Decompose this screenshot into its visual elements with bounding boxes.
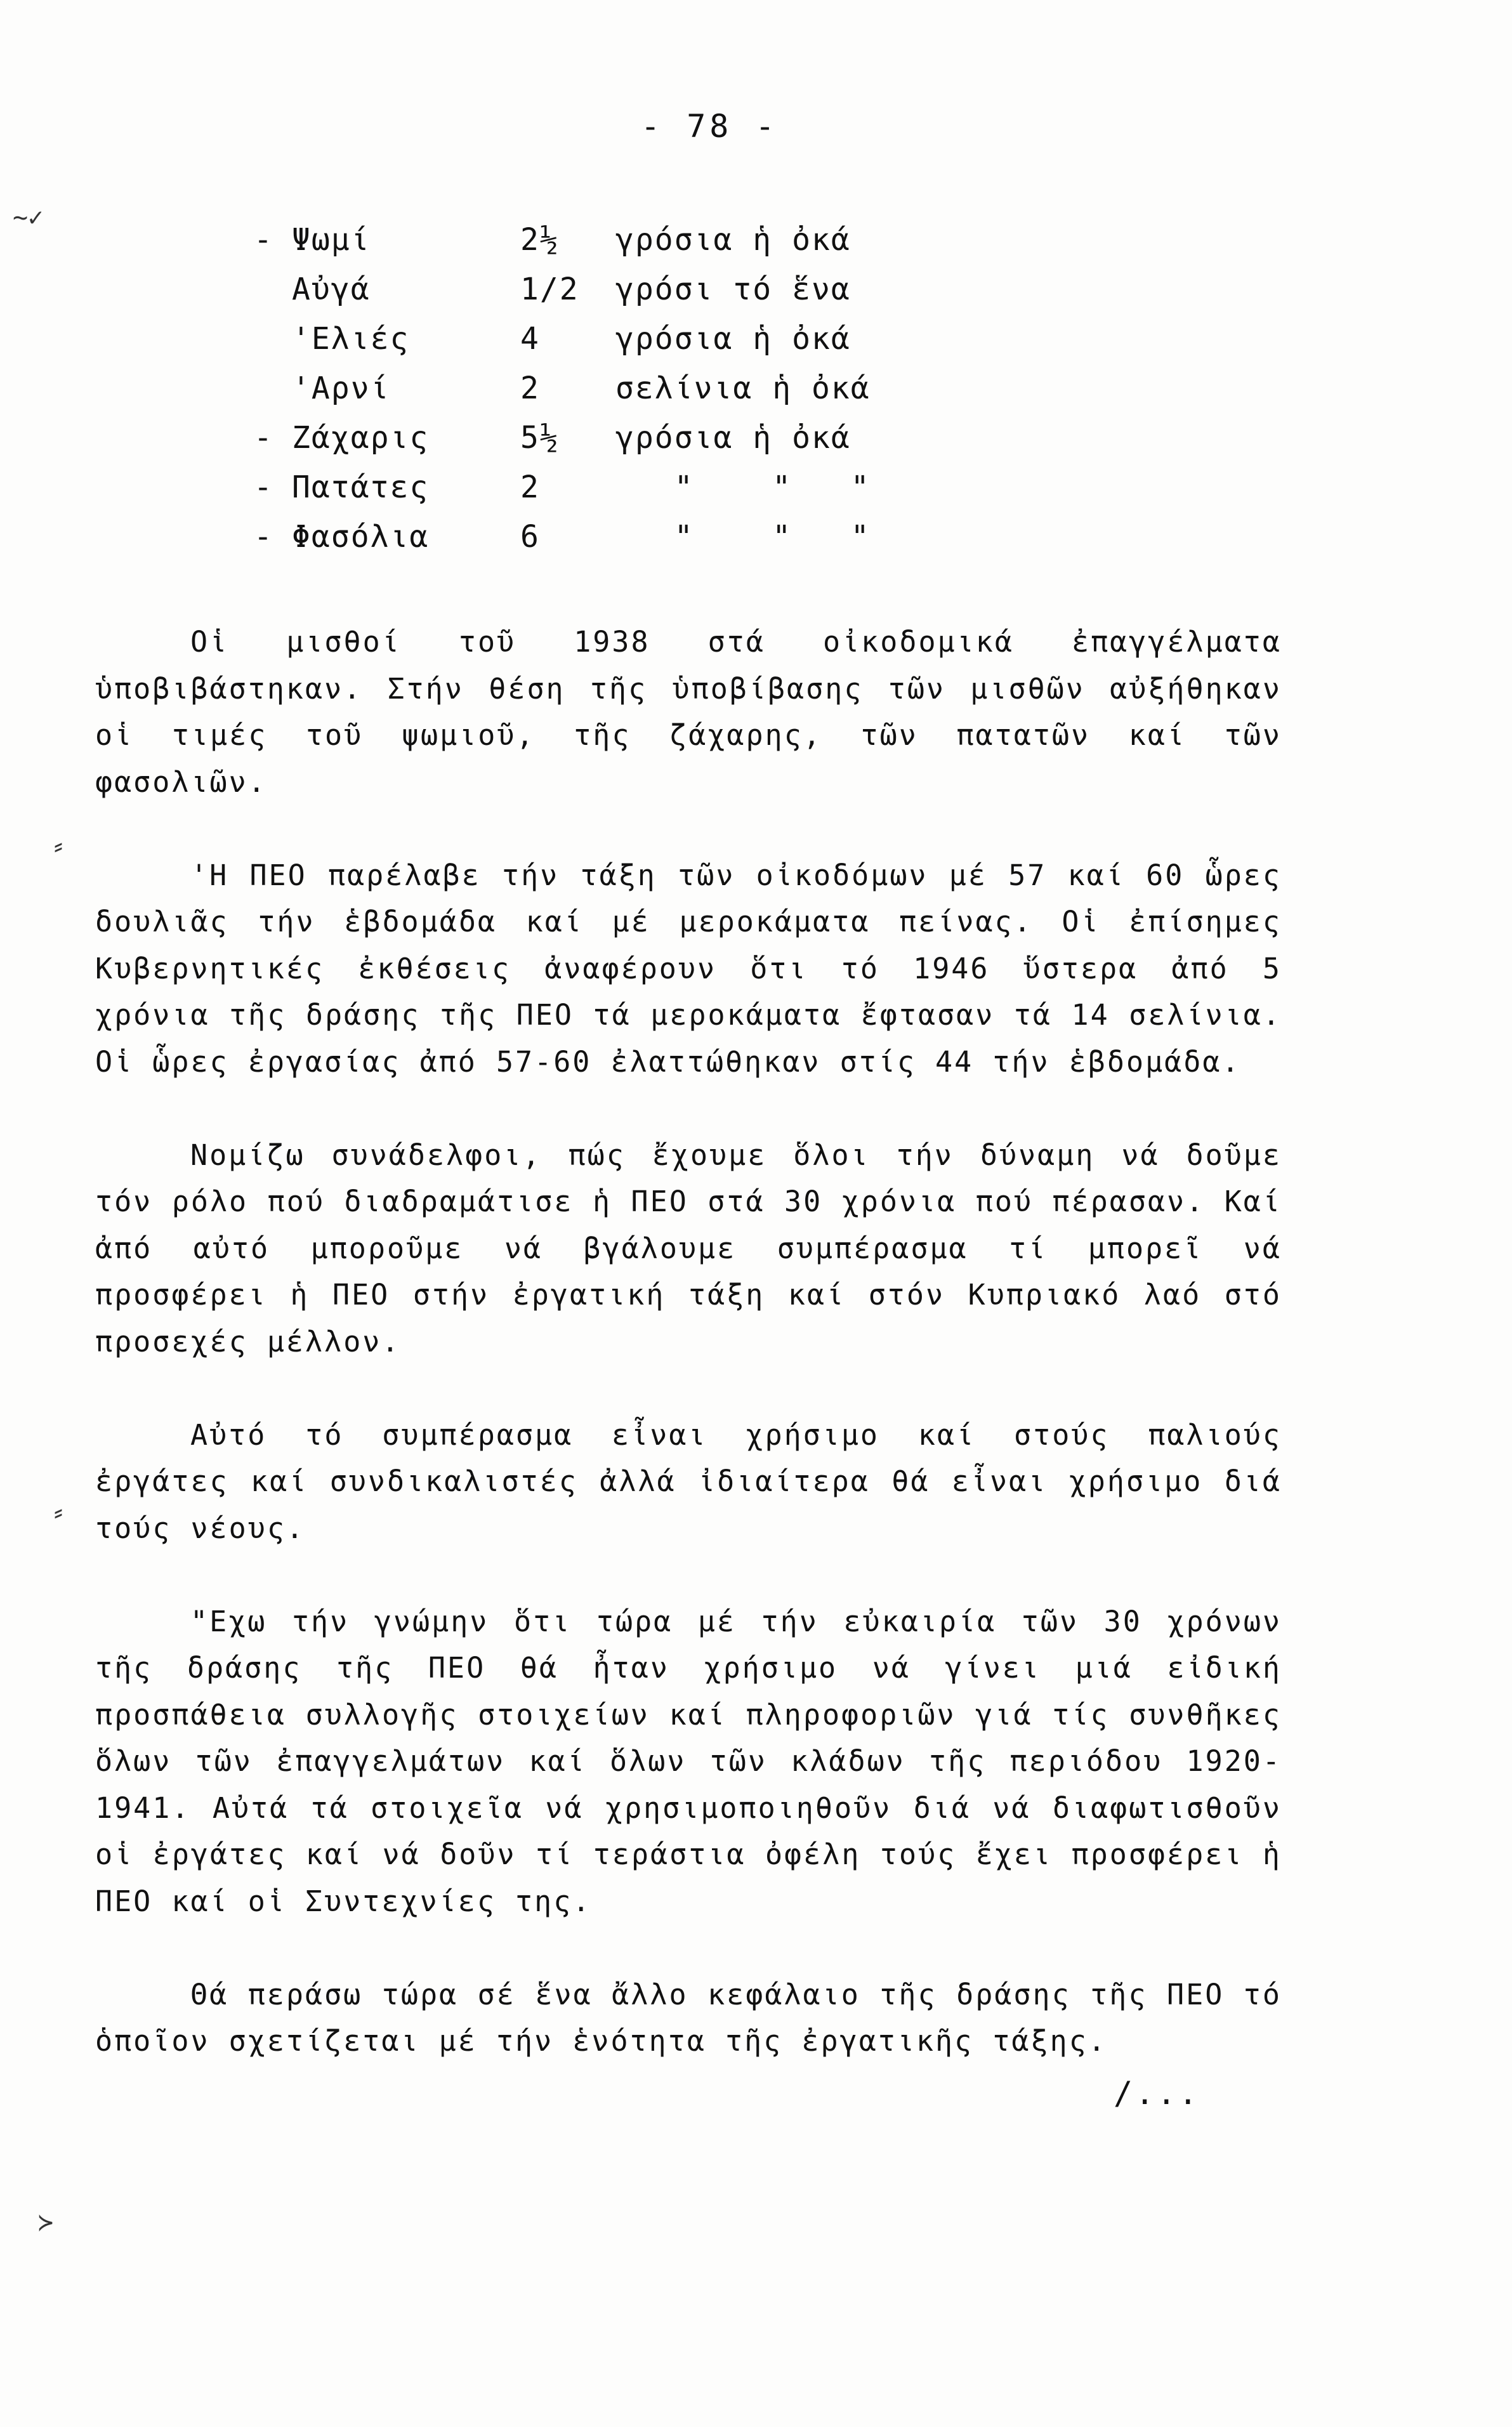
price-row <box>254 272 952 321</box>
paragraph: Νομίζω συνάδελφοι, πώς ἔχουμε ὅλοι τήν δύναμη νά δοῦμε τόν ρόλο πού διαδραμάτισε ἡ ΠΕΟ στά 30 χρόνια πού πέρασαν. Καί ἀπό αὐτό μποροῦμε νά βγάλουμε συμπέρασμα τί μπορεῖ νά προσφέρει ἡ ΠΕΟ στήν ἐργατική τάξη καί στόν Κυπριακό λαό στό προσεχές μέλλον. <box>95 1138 1282 1358</box>
price-row <box>254 371 952 420</box>
price-qty: 2½ <box>520 222 560 258</box>
price-item: Πατάτες <box>292 470 430 505</box>
margin-mark-icon: ≻ <box>38 2208 54 2237</box>
price-dash: - <box>254 519 273 555</box>
paragraph: Αὐτό τό συμπέρασμα εἶναι χρήσιμο καί στούς παλιούς ἐργάτες καί συνδικαλιστές ἀλλά ἰδιαίτερα θά εἶναι χρήσιμο διά τούς νέους. <box>95 1417 1282 1545</box>
price-qty: 2 <box>520 470 540 505</box>
price-item: Ζάχαρις <box>292 420 430 456</box>
price-unit: " " " <box>615 470 871 505</box>
price-item: Φασόλια <box>292 519 430 555</box>
body-text <box>95 619 1282 2065</box>
price-unit: γρόσια ἡ ὀκά <box>615 420 851 456</box>
price-unit: σελίνια ἡ ὀκά <box>615 371 871 406</box>
paragraph: "Εχω τήν γνώμην ὅτι τώρα μέ τήν εὐκαιρία τῶν 30 χρόνων τῆς δράσης τῆς ΠΕΟ θά ἦταν χρήσιμο νά γίνει μιά εἰδική προσπάθεια συλλογῆς στοιχείων καί πληροφοριῶν γιά τίς συνθῆκες ὅλων τῶν ἐπαγγελμάτων καί ὅλων τῶν κλάδων τῆς περιόδου 1920-1941. Αὐτά τά στοιχεῖα νά χρησιμοποιηθοῦν διά νά διαφωτισθοῦν οἱ ἐργάτες καί νά δοῦν τί τεράστια ὀφέλη τούς ἔχει προσφέρει ἡ ΠΕΟ καί οἱ Συντεχνίες της. <box>95 1604 1282 1918</box>
continuation-mark: /... <box>1114 2075 1200 2112</box>
price-item: Ψωμί <box>292 222 371 258</box>
price-row <box>254 519 952 569</box>
price-unit: γρόσια ἡ ὀκά <box>615 321 851 357</box>
price-unit: γρόσι τό ἕνα <box>615 272 851 307</box>
price-dash: - <box>254 470 273 505</box>
price-row <box>254 420 952 470</box>
price-list <box>254 222 952 569</box>
margin-mark-icon: ⸗ <box>51 831 67 860</box>
price-row <box>254 222 952 272</box>
price-item: 'Αρνί <box>292 371 390 406</box>
paragraph: Θά περάσω τώρα σέ ἕνα ἄλλο κεφάλαιο τῆς δράσης τῆς ΠΕΟ τό ὁποῖον σχετίζεται μέ τήν ἑνότητα τῆς ἐργατικῆς τάξης. <box>95 1977 1282 2058</box>
paragraph: 'Η ΠΕΟ παρέλαβε τήν τάξη τῶν οἰκοδόμων μέ 57 καί 60 ὧρες δουλιᾶς τήν ἑβδομάδα καί μέ μεροκάματα πείνας. Οἱ ἐπίσημες Κυβερνητικές ἐκθέσεις ἀναφέρουν ὅτι τό 1946 ὕστερα ἀπό 5 χρόνια τῆς δράσης τῆς ΠΕΟ τά μεροκάματα ἔφτασαν τά 14 σελίνια. Οἱ ὧρες ἐργασίας ἀπό 57-60 ἐλαττώθηκαν στίς 44 τήν ἑβδομάδα. <box>95 858 1282 1079</box>
price-qty: 2 <box>520 371 540 406</box>
paragraph: Οἱ μισθοί τοῦ 1938 στά οἰκοδομικά ἐπαγγέλματα ὑποβιβάστηκαν. Στήν θέση τῆς ὑποβίβασης τῶν μισθῶν αὐξήθηκαν οἱ τιμές τοῦ ψωμιοῦ, τῆς ζάχαρης, τῶν πατατῶν καί τῶν φασολιῶν. <box>95 625 1282 799</box>
price-unit: γρόσια ἡ ὀκά <box>615 222 851 258</box>
price-row <box>254 321 952 371</box>
price-item: 'Ελιές <box>292 321 410 357</box>
price-qty: 1/2 <box>520 272 579 307</box>
page-number: - 78 - <box>641 108 779 145</box>
price-qty: 4 <box>520 321 540 357</box>
price-row <box>254 470 952 519</box>
price-dash: - <box>254 222 273 258</box>
price-qty: 6 <box>520 519 540 555</box>
margin-tick-mark-icon: ~✓ <box>13 203 44 232</box>
price-unit: " " " <box>615 519 871 555</box>
price-dash: - <box>254 420 273 456</box>
margin-mark-icon: ⸗ <box>51 1497 67 1527</box>
price-qty: 5½ <box>520 420 560 456</box>
price-item: Αὐγά <box>292 272 371 307</box>
